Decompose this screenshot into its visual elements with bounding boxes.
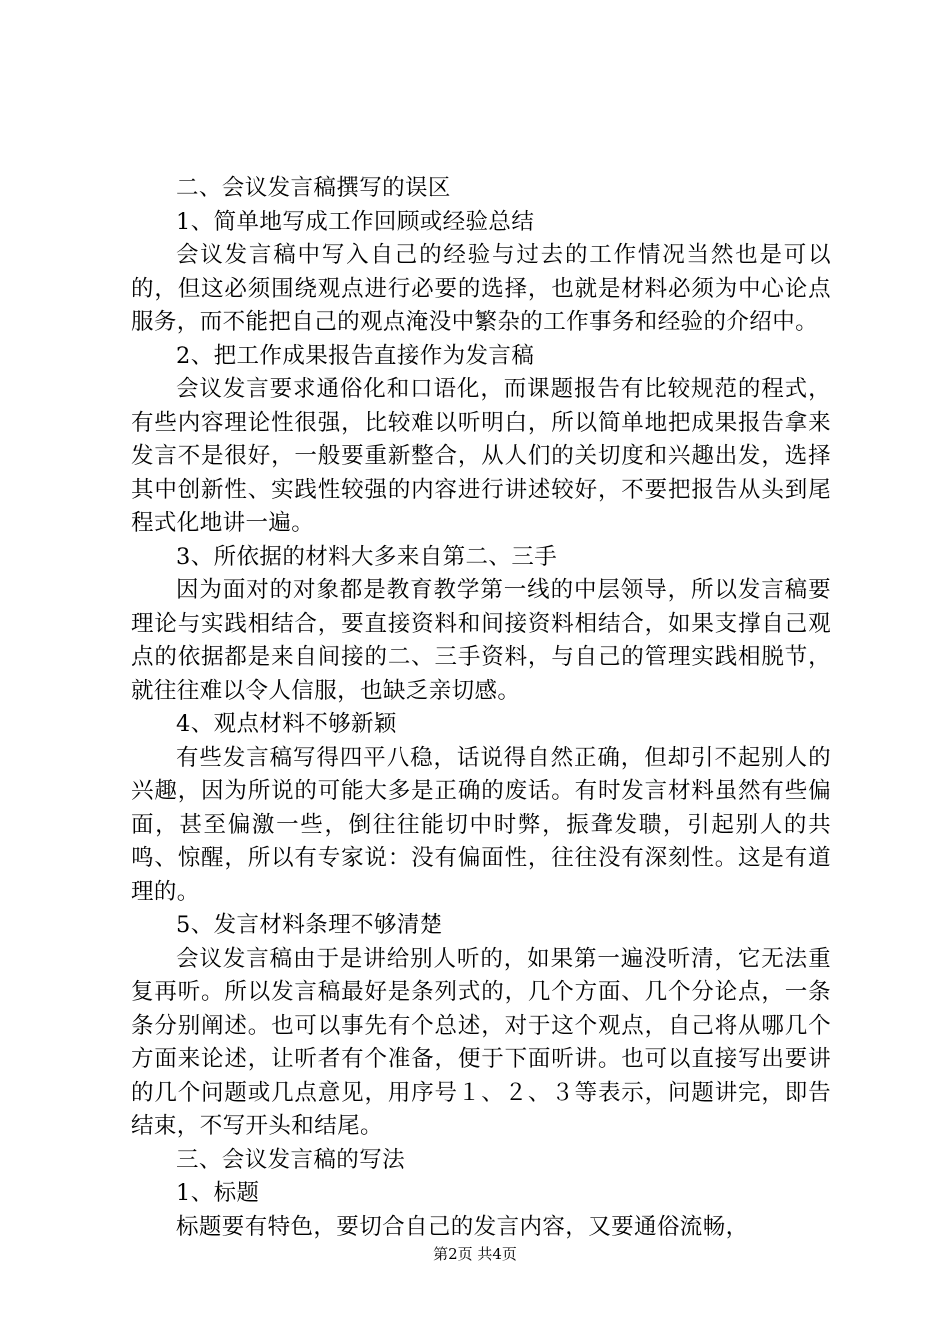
subheading-unclear-structure: 5、发言材料条理不够清楚 [176, 912, 443, 938]
paragraph-not-novel: 有些发言稿写得四平八稳，话说得自然正确，但却引不起别人的兴趣，因为所说的可能大多是正确的废话。有时发言材料虽然有些偏面，甚至偏激一些，倒往往能切中时弊，振聋发聩，引起别人的共鸣、惊醒，所以有专家说：没有偏面性，往往没有深刻性。这是有道理的。 [131, 744, 831, 905]
paragraph-secondhand-material: 因为面对的对象都是教育教学第一线的中层领导，所以发言稿要理论与实践相结合，要直接资料和间接资料相结合，如果支撑自己观点的依据都是来自间接的二、三手资料，与自己的管理实践相脱节，就往往难以令人信服，也缺乏亲切感。 [131, 577, 831, 704]
section-heading-writing-method: 三、会议发言稿的写法 [176, 1146, 406, 1173]
paragraph-work-review: 会议发言稿中写入自己的经验与过去的工作情况当然也是可以的，但这必须围绕观点进行必要的选择，也就是材料必须为中心论点服务，而不能把自己的观点淹没中繁杂的工作事务和经验的介绍中。 [131, 242, 831, 335]
section-heading-misconceptions: 二、会议发言稿撰写的误区 [176, 175, 451, 201]
subheading-title: 1、标题 [176, 1180, 260, 1206]
paragraph-title: 标题要有特色，要切合自己的发言内容，又要通俗流畅， [176, 1213, 749, 1240]
paragraph-unclear-structure: 会议发言稿由于是讲给别人听的，如果第一遍没听清，它无法重复再听。所以发言稿最好是条列式的，几个方面、几个分论点，一条条分别阐述。也可以事先有个总述，对于这个观点，自己将从哪几个方面来论述，让听者有个准备，便于下面听讲。也可以直接写出要讲的几个问题或几点意见，用序号１、２、３等表示，问题讲完，即告结束，不写开头和结尾。 [131, 945, 831, 1139]
document-body [131, 172, 831, 1244]
paragraph-report-as-speech: 会议发言要求通俗化和口语化，而课题报告有比较规范的程式，有些内容理论性很强，比较难以听明白，所以简单地把成果报告拿来发言不是很好，一般要重新整合，从人们的关切度和兴趣出发，选择其中创新性、实践性较强的内容进行讲述较好，不要把报告从头到尾程式化地讲一遍。 [131, 376, 831, 536]
subheading-secondhand-material: 3、所依据的材料大多来自第二、三手 [176, 543, 558, 570]
subheading-work-review: 1、简单地写成工作回顾或经验总结 [176, 208, 535, 235]
subheading-report-as-speech: 2、把工作成果报告直接作为发言稿 [176, 342, 535, 369]
subheading-not-novel: 4、观点材料不够新颖 [176, 711, 397, 737]
page-number-footer: 第2页 共4页 [433, 1245, 517, 1263]
